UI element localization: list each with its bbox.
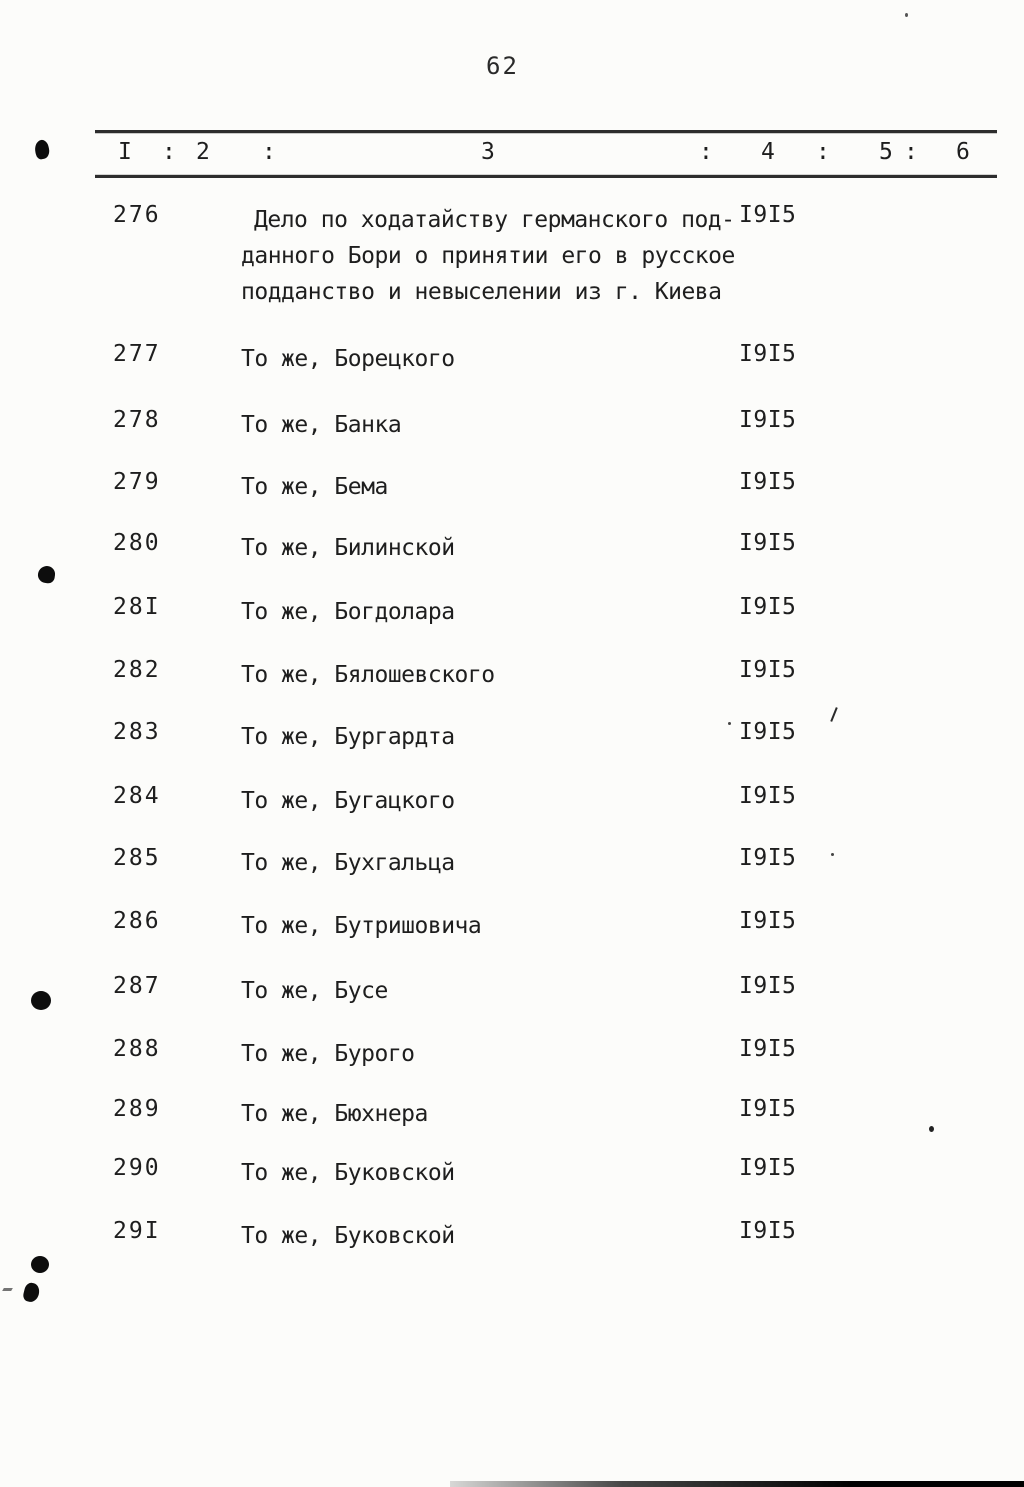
entry-description-line: То же, Бухгальца	[241, 850, 455, 876]
entry-description	[241, 469, 746, 505]
entry-number: 285	[113, 845, 161, 871]
entry-number: 277	[113, 341, 161, 367]
scan-speck	[929, 1126, 934, 1132]
entry-year: I9I5	[739, 341, 797, 367]
entry-description-line: То же, Банка	[241, 412, 402, 438]
entry-year: I9I5	[739, 1155, 797, 1181]
entry-description	[241, 341, 746, 377]
entry-number: 290	[113, 1155, 161, 1181]
entry-description	[241, 1218, 746, 1254]
entry-year: I9I5	[739, 1096, 797, 1122]
entry-description-line: То же, Бюхнера	[241, 1101, 428, 1127]
entry-number: 289	[113, 1096, 161, 1122]
column-header-1: I	[118, 139, 132, 165]
entry-year: I9I5	[739, 1036, 797, 1062]
entry-number: 286	[113, 908, 161, 934]
entry-number: 28I	[113, 594, 161, 620]
column-header-2: 2	[196, 139, 210, 165]
entry-description-line: подданство и невыселении из г. Киева	[241, 279, 722, 305]
entry-description-line: То же, Билинской	[241, 535, 455, 561]
entry-description-line: То же, Бурого	[241, 1041, 415, 1067]
page-number: 62	[486, 52, 519, 80]
scan-speck	[831, 853, 834, 856]
pencil-mark	[2, 1288, 13, 1291]
entry-description-line: То же, Бема	[241, 474, 388, 500]
entry-description-line: То же, Бутришовича	[241, 913, 482, 939]
entry-description-line: То же, Бургардта	[241, 724, 455, 750]
entry-description	[241, 1155, 746, 1191]
column-separator: :	[262, 139, 276, 165]
entry-description-line: То же, Богдолара	[241, 599, 455, 625]
entry-number: 287	[113, 973, 161, 999]
entry-year: I9I5	[739, 845, 797, 871]
entry-year: I9I5	[739, 973, 797, 999]
entry-year: I9I5	[739, 202, 797, 228]
entry-year: I9I5	[739, 469, 797, 495]
entry-description	[241, 530, 746, 566]
scan-edge-artifact	[450, 1481, 1024, 1487]
entry-year: I9I5	[739, 783, 797, 809]
entry-description	[241, 594, 746, 630]
entry-description-line: То же, Борецкого	[241, 346, 455, 372]
entry-description	[241, 202, 746, 310]
scan-speck	[905, 13, 908, 17]
entry-year: I9I5	[739, 657, 797, 683]
column-header-4: 4	[761, 139, 775, 165]
entry-number: 284	[113, 783, 161, 809]
column-separator: :	[816, 139, 830, 165]
column-separator: :	[904, 139, 918, 165]
entry-description-line: То же, Бугацкого	[241, 788, 455, 814]
entry-number: 279	[113, 469, 161, 495]
entry-description	[241, 973, 746, 1009]
entry-description-line: То же, Бялошевского	[241, 662, 495, 688]
entry-description-line: То же, Буковской	[241, 1223, 455, 1249]
entry-description-line: То же, Буковской	[241, 1160, 455, 1186]
entry-description	[241, 908, 746, 944]
entry-description	[241, 1096, 746, 1132]
ink-blot	[31, 1256, 49, 1273]
entry-description	[241, 1036, 746, 1072]
entry-number: 282	[113, 657, 161, 683]
entry-description	[241, 657, 746, 693]
entry-year: I9I5	[739, 530, 797, 556]
scan-speck	[728, 722, 731, 725]
entry-description-line: Дело по ходатайству германского под-	[254, 207, 735, 233]
entry-year: I9I5	[739, 1218, 797, 1244]
ink-blot	[31, 991, 51, 1010]
entry-description	[241, 845, 746, 881]
entry-number: 278	[113, 407, 161, 433]
column-header-3: 3	[481, 139, 495, 165]
column-separator: :	[699, 139, 713, 165]
entry-year: I9I5	[739, 594, 797, 620]
entry-number: 276	[113, 202, 161, 228]
entry-year: I9I5	[739, 908, 797, 934]
entry-description	[241, 407, 746, 443]
entry-year: I9I5	[739, 719, 797, 745]
entry-description	[241, 783, 746, 819]
entry-description-line: данного Бори о принятии его в русское	[241, 243, 735, 269]
column-header-5: 5	[879, 139, 893, 165]
entry-number: 29I	[113, 1218, 161, 1244]
entry-number: 288	[113, 1036, 161, 1062]
entry-description	[241, 719, 746, 755]
entry-year: I9I5	[739, 407, 797, 433]
entry-number: 280	[113, 530, 161, 556]
column-separator: :	[162, 139, 176, 165]
entry-number: 283	[113, 719, 161, 745]
column-header-6: 6	[956, 139, 970, 165]
entry-description-line: То же, Бусе	[241, 978, 388, 1004]
